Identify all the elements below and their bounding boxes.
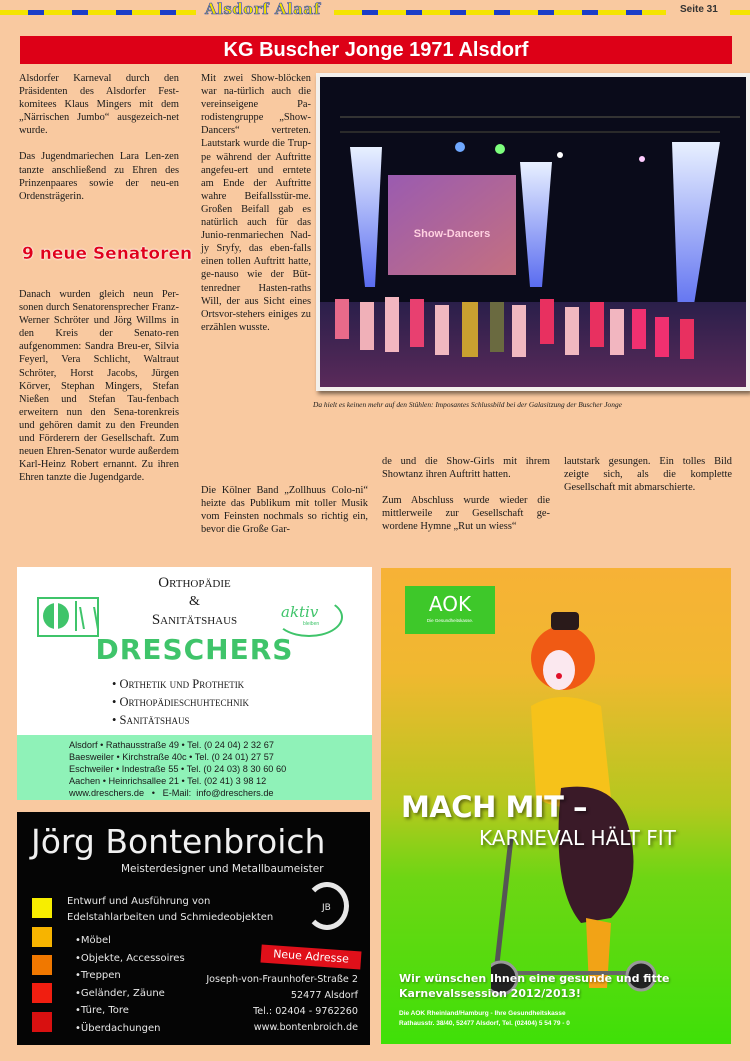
aktiv-logo-subtext: bleiben bbox=[303, 621, 320, 627]
address-city: 52477 Alsdorf bbox=[290, 990, 358, 1001]
aok-headline-1: MACH MIT – bbox=[401, 790, 587, 824]
address-street: Joseph-von-Fraunhofer-Straße 2 bbox=[206, 974, 358, 985]
service-item: •Türe, Tore bbox=[75, 1005, 129, 1017]
service-item: •Geländer, Zäune bbox=[75, 987, 165, 999]
article-paragraph: Zum Abschluss wurde wieder die mittlerweile zur Gesellschaft ge-wordene Hymne „Rut un wiess“ bbox=[382, 495, 550, 533]
article-paragraph: lautstark gesungen. Ein tolles Bild zeigte sich, als die komplette Gesellschaft mit abmarschierte. bbox=[564, 456, 732, 494]
address-line: Alsdorf • Rathausstraße 49 • Tel. (0 24 04) 2 32 67 bbox=[69, 740, 274, 750]
stage-photo bbox=[316, 73, 750, 391]
header-stripe-end bbox=[730, 10, 750, 15]
dreschers-contact-block bbox=[17, 735, 372, 800]
dreschers-header-line2: & bbox=[189, 594, 200, 609]
service-item: • Orthetik und Prothetik bbox=[112, 677, 245, 691]
new-address-badge: Neue Adresse bbox=[260, 945, 361, 970]
article-column-4 bbox=[564, 455, 732, 507]
address-phone: Tel.: 02404 - 9762260 bbox=[253, 1006, 358, 1017]
article-column-3 bbox=[382, 455, 550, 546]
service-item: • Orthopädieschuhtechnik bbox=[112, 695, 250, 709]
logo-initials: JB bbox=[322, 903, 331, 913]
aktiv-logo bbox=[275, 597, 343, 637]
bontenbroich-items bbox=[75, 932, 185, 1038]
article-paragraph: Die Kölner Band „Zollhuus Colo-ni“ heizte das Publikum mit toller Musik vom Feinsten nochmals so richtig ein, bevor die Große Gar- bbox=[201, 485, 368, 536]
ad-aok[interactable] bbox=[381, 568, 731, 1044]
dreschers-services bbox=[112, 675, 249, 729]
header-stripe-left bbox=[0, 10, 196, 15]
address-line: Aachen • Heinrichsallee 21 • Tel. (02 41) 3 98 12 bbox=[69, 776, 267, 786]
dragon-logo-icon bbox=[305, 882, 349, 930]
dreschers-brand: DRESCHERS bbox=[95, 633, 294, 666]
masthead-logo: Alsdorf Alaaf bbox=[205, 0, 321, 18]
dreschers-header-line1: Orthopädie bbox=[158, 575, 231, 591]
color-square-orange bbox=[32, 955, 52, 975]
aok-footer: Die AOK Rheinland/Hamburg - Ihre Gesundheitskasse Rathausstr. 38/40, 52477 Alsdorf, Tel. (02404) 5 54 79 - 0 bbox=[399, 1010, 570, 1027]
section-subheading: 9 neue Senatoren bbox=[22, 244, 193, 264]
article-column-1-continued bbox=[19, 288, 179, 497]
service-item: •Objekte, Accessoires bbox=[75, 952, 185, 964]
article-paragraph: de und die Show-Girls mit ihrem Showtanz ihren Auftritt hatten. bbox=[382, 456, 550, 481]
header-stripe-right bbox=[334, 10, 666, 15]
page-number: Seite 31 bbox=[680, 4, 718, 15]
address-line: Eschweiler • Indestraße 55 • Tel. (0 24 03) 8 30 60 60 bbox=[69, 764, 287, 774]
aok-logo-sub: Die Gesundheitskasse. bbox=[426, 618, 474, 623]
color-square-amber bbox=[32, 927, 52, 947]
aok-logo bbox=[405, 586, 495, 634]
color-square-yellow bbox=[32, 898, 52, 918]
service-item: •Überdachungen bbox=[75, 1022, 161, 1034]
dreschers-web-email[interactable]: www.dreschers.de • E-Mail: info@dreschers.de bbox=[69, 788, 274, 798]
article-column-1 bbox=[19, 72, 179, 216]
aok-headline-2: KARNEVAL HÄLT FIT bbox=[479, 826, 676, 850]
article-paragraph: Das Jugendmariechen Lara Len-zen tanzte anschließend zu Ehren des Prinzenpaares sowie der neu-en Ordensträgerin. bbox=[19, 151, 179, 202]
service-item: •Möbel bbox=[75, 935, 111, 946]
article-column-2-continued bbox=[201, 484, 368, 549]
aok-wish: Wir wünschen Ihnen eine gesunde und fitte Karnevalssession 2012/2013! bbox=[399, 972, 670, 1000]
bontenbroich-tagline: Meisterdesigner und Metallbaumeister bbox=[121, 863, 324, 875]
screen-text: Show-Dancers bbox=[413, 228, 491, 240]
color-square-red bbox=[32, 983, 52, 1003]
page-title: KG Buscher Jonge 1971 Alsdorf bbox=[20, 36, 732, 64]
service-item: • Sanitätshaus bbox=[112, 713, 190, 727]
projection-screen bbox=[388, 175, 516, 275]
address-web[interactable]: www.bontenbroich.de bbox=[253, 1022, 358, 1033]
bontenbroich-name: Jörg Bontenbroich bbox=[31, 822, 326, 861]
bontenbroich-intro: Entwurf und Ausführung von Edelstahlarbeiten und Schmiedeobjekten bbox=[67, 896, 274, 923]
stage-photo-graphic bbox=[320, 77, 746, 387]
article-paragraph: Danach wurden gleich neun Per-sonen durch Senatorensprecher Franz-Werner Schröter und Jörg Willms in den Kreis der Senato-ren aufgenommen: Sandra Breu-er, Silvia Feyerl, Vera Schlicht, Waltraut Schröter, Horst Jacobs, Jürgen Körver, Stephan Mingers, Stefan Nießen und Stefan Tau-fenbach erweitern nun den Sena-torenkreis und gehören damit zu den Freunden und Förderern der Gesellschaft. Zum neuen Ehren-Senator wurde außerdem Karl-Heinz Robert ernannt. Zu ihren Ehren tanzte die Jugendgarde. bbox=[19, 289, 179, 484]
dreschers-header-line3: Sanitätshaus bbox=[151, 612, 238, 628]
address-line: Baesweiler • Kirchstraße 40c • Tel. (0 24 01) 27 57 bbox=[69, 752, 274, 762]
aok-logo-text: AOK bbox=[428, 592, 472, 616]
article-paragraph: Alsdorfer Karneval durch den Präsidenten des Alsdorfer Fest-komitees Klaus Mingers mit dem „Närrischen Jumbo“ ausgezeich-net wurde. bbox=[19, 73, 179, 137]
color-square-darkred bbox=[32, 1012, 52, 1032]
article-paragraph: Mit zwei Show-blöcken war na-türlich auch die vereinseigene Pa-rodistengruppe „Show-Dancers“ vertreten. Lautstark wurde die Trup-pe während der Auftritte angefeu-ert und erntete am Ende der Auftritte wahre Beifallsstür-me. Großen Beifall gab es natürlich auch für das Junio-renmariechen Nad-jy Sryfy, das eben-falls einen tollen Auftritt hatte, ge-nauso wie der Büt-tenredner Hasten-raths Will, der aus Sicht eines Ortsvor-stehers einiges zu erzählen wusste. bbox=[201, 73, 311, 333]
bontenbroich-address bbox=[206, 972, 358, 1036]
aktiv-logo-text: aktiv bbox=[281, 603, 319, 621]
photo-caption: Da hielt es keinen mehr auf den Stühlen: Imposantes Schlussbild bei der Galasitzung der Buscher Jonge bbox=[313, 400, 622, 409]
service-item: •Treppen bbox=[75, 970, 121, 982]
article-column-2 bbox=[201, 72, 311, 347]
ad-dreschers[interactable] bbox=[17, 567, 372, 800]
ad-bontenbroich[interactable] bbox=[17, 812, 370, 1045]
